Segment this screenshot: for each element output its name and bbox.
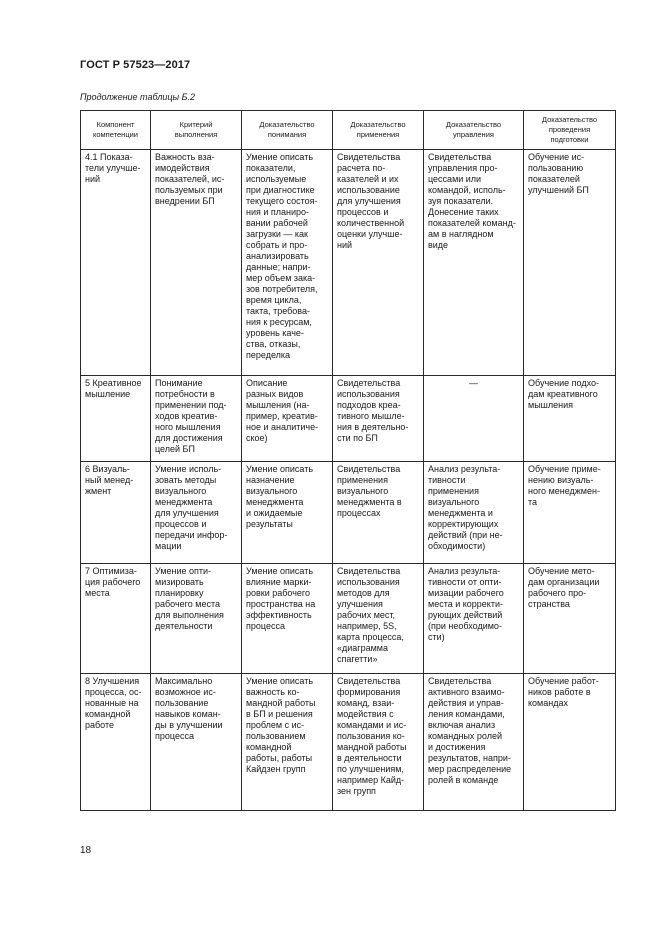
table-cell: Умение исполь- зовать методы визуального менеджмента для улучшения процессов и передачи инфор- мации (151, 462, 242, 564)
header-label: Критерий выполнения (174, 120, 218, 139)
table-row (81, 150, 616, 376)
header-evidence-application (333, 111, 424, 150)
table-row (81, 462, 616, 564)
table-cell: Свидетельства использования подходов креа- тивного мышле- ния в деятельно- сти по БП (333, 376, 424, 462)
table-cell: Умение описать назначение визуального менеджмента и ожидаемые результаты (242, 462, 333, 564)
table-cell: Свидетельства расчета по- казателей и их использование для улучшения процессов и количественной оценки улучше- ний (333, 150, 424, 376)
header-label: Компонент компетенции (92, 120, 138, 139)
table-cell: Анализ результа- тивности применения визуального менеджмента и корректирующих действий (при не- обходимости) (424, 462, 524, 564)
header-evidence-management (424, 111, 524, 150)
header-evidence-training (524, 111, 616, 150)
table-cell: Свидетельства использования методов для улучшения рабочих мест, например, 5S, карта процесса, «диаграмма спагетти» (333, 564, 424, 674)
table-cell: — (424, 376, 524, 462)
header-competence-component (81, 111, 151, 150)
table-cell: Анализ результа- тивности от опти- мизации рабочего места и корректи- рующих действий (при необходимо- сти) (424, 564, 524, 674)
table-header-row (81, 111, 616, 150)
table-cell: Умение описать важность ко- мандной работы в БП и решения проблем с ис- пользованием командной работы, работы Кайдзен групп (242, 674, 333, 811)
table-cell: Свидетельства применения визуального менеджмента в процессах (333, 462, 424, 564)
table-cell: Свидетельства формирования команд, взаи- модействия с командами и ис- пользования ко- мандной работы в деятельности по улучшениям, например Кайд- зен групп (333, 674, 424, 811)
table-row (81, 564, 616, 674)
table-cell: 8 Улучшения процесса, ос- нованные на командной работе (81, 674, 151, 811)
table-cell: Максимально возможное ис- пользование навыков коман- ды в улучшении процесса (151, 674, 242, 811)
table-row (81, 674, 616, 811)
document-standard-header: ГОСТ Р 57523—2017 (80, 59, 191, 71)
table-cell: Понимание потребности в применении под- ходов креатив- ного мышления для достижения целей БП (151, 376, 242, 462)
table-row (81, 376, 616, 462)
header-fulfillment-criterion (151, 111, 242, 150)
table-cell: 4.1 Показа- тели улучше- ний (81, 150, 151, 376)
table-cell: Важность вза- имодействия показателей, ис- пользуемых при внедрении БП (151, 150, 242, 376)
page-number: 18 (80, 845, 92, 856)
table-caption: Продолжение таблицы Б.2 (80, 92, 196, 102)
header-evidence-understanding (242, 111, 333, 150)
table-cell: Свидетельства управления про- цессами или командой, исполь- зуя показатели. Донесение таких показателей команд- ам в наглядном виде (424, 150, 524, 376)
table-cell: Умение описать влияние марки- ровки рабочего пространства на эффективность процесса (242, 564, 333, 674)
table-cell: Умение описать показатели, используемые при диагностике текущего состоя- ния и планиро- вании рабочей загрузки — как собрать и про- анализировать данные; напри- мер объем зака- зов потребителя, время цикла, такта, требова- ния к ресурсам, уровень каче- ства, отказы, переделка (242, 150, 333, 376)
header-label: Доказательство понимания (259, 120, 315, 139)
competence-table (80, 110, 616, 811)
table-cell: 7 Оптимиза- ция рабочего места (81, 564, 151, 674)
table-cell: Обучение мето- дам организации рабочего про- странства (524, 564, 616, 674)
table-cell: Обучение подхо- дам креативного мышления (524, 376, 616, 462)
header-label: Доказательство проведения подготовки (541, 115, 598, 144)
table-cell: Умение опти- мизировать планировку рабочего места для выполнения деятельности (151, 564, 242, 674)
table-cell: Свидетельства активного взаимо- действия и управ- ления командами, включая анализ командных ролей и достижения результатов, напри- мер распределение ролей в команде (424, 674, 524, 811)
table-cell: 5 Креативное мышление (81, 376, 151, 462)
header-label: Доказательство применения (350, 120, 406, 139)
table-cell: Описание разных видов мышления (на- пример, креатив- ное и аналитиче- ское) (242, 376, 333, 462)
table-cell: Обучение ис- пользованию показателей улучшений БП (524, 150, 616, 376)
table-cell: Обучение приме- нению визуаль- ного менеджмен- та (524, 462, 616, 564)
table-cell: 6 Визуаль- ный менед- жмент (81, 462, 151, 564)
table-cell: Обучение работ- ников работе в командах (524, 674, 616, 811)
header-label: Доказательство управления (445, 120, 502, 139)
